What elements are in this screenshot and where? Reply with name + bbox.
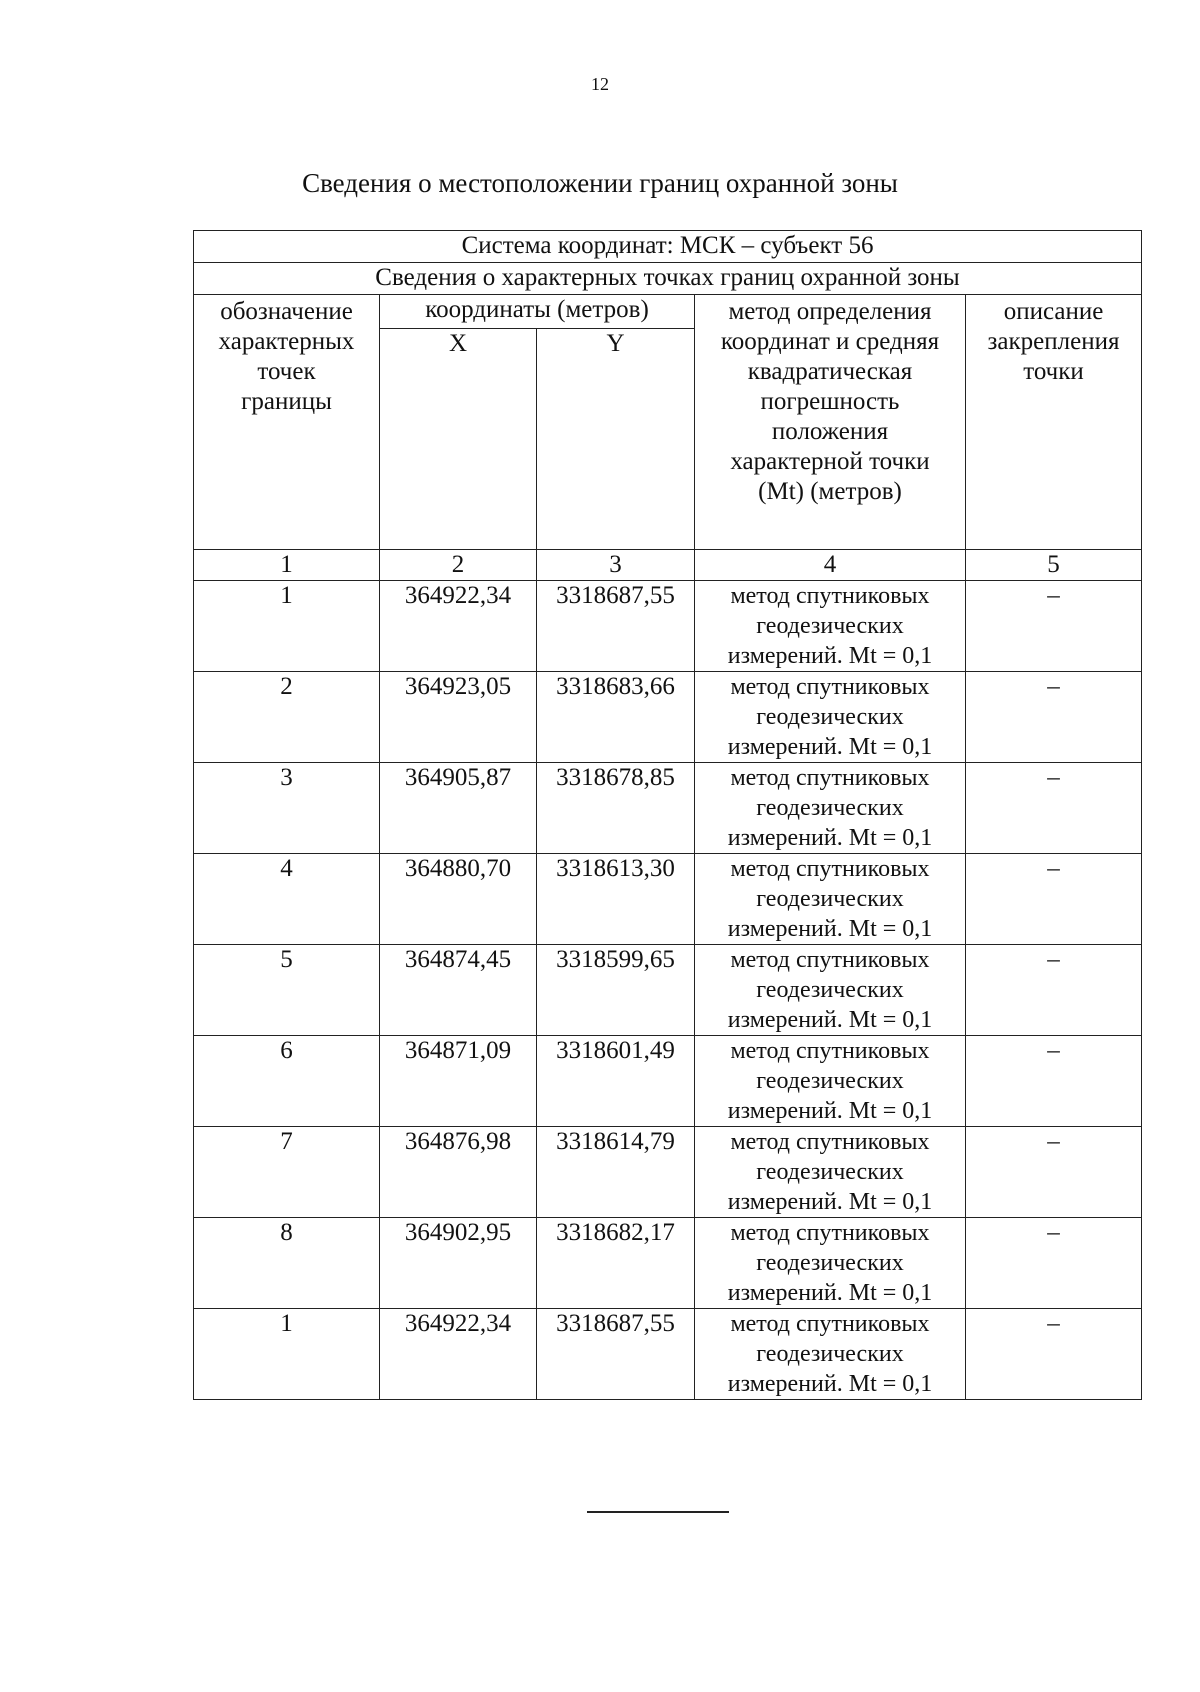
page-number: 12 <box>591 74 609 94</box>
coordinate-system-cell: Система координат: МСК – субъект 56 <box>194 231 1142 263</box>
x-coordinate-cell: 364880,70 <box>380 854 537 945</box>
method-line: метод спутниковых <box>730 856 930 882</box>
document-title: Сведения о местоположении границ охранной зоны <box>302 168 898 198</box>
description-cell: – <box>966 1309 1142 1400</box>
description-cell: – <box>966 945 1142 1036</box>
column-number: 1 <box>194 550 380 581</box>
point-number-cell: 8 <box>194 1218 380 1309</box>
method-line: измерений. Mt = 0,1 <box>727 825 933 851</box>
point-number-cell: 5 <box>194 945 380 1036</box>
header-row <box>194 295 1142 329</box>
coordinate-system-row <box>194 231 1142 263</box>
header-coordinates: координаты (метров) <box>380 295 695 329</box>
y-coordinate-cell: 3318614,79 <box>537 1127 695 1218</box>
method-cell <box>695 763 966 854</box>
table-row <box>194 672 1142 763</box>
description-cell: – <box>966 672 1142 763</box>
method-line: метод спутниковых <box>730 1220 930 1246</box>
method-cell <box>695 672 966 763</box>
table-row <box>194 854 1142 945</box>
y-coordinate-cell: 3318683,66 <box>537 672 695 763</box>
method-cell <box>695 945 966 1036</box>
description-cell: – <box>966 1127 1142 1218</box>
method-line: метод спутниковых <box>730 765 930 791</box>
method-line: измерений. Mt = 0,1 <box>727 916 933 942</box>
method-line: измерений. Mt = 0,1 <box>727 1371 933 1397</box>
header-line: (Mt) (метров) <box>758 478 902 505</box>
description-cell: – <box>966 581 1142 672</box>
method-line: геодезических <box>756 795 904 821</box>
x-coordinate-cell: 364905,87 <box>380 763 537 854</box>
method-line: измерений. Mt = 0,1 <box>727 643 933 669</box>
method-line: метод спутниковых <box>730 947 930 973</box>
method-line: метод спутниковых <box>730 583 930 609</box>
table-row <box>194 763 1142 854</box>
header-x: X <box>380 329 537 550</box>
method-line: измерений. Mt = 0,1 <box>727 1189 933 1215</box>
method-line: измерений. Mt = 0,1 <box>727 1098 933 1124</box>
point-number-cell: 7 <box>194 1127 380 1218</box>
y-coordinate-cell: 3318682,17 <box>537 1218 695 1309</box>
description-cell: – <box>966 1218 1142 1309</box>
section-title-row <box>194 263 1142 295</box>
method-cell <box>695 854 966 945</box>
method-line: метод спутниковых <box>730 1311 930 1337</box>
column-number: 3 <box>537 550 695 581</box>
method-line: метод спутниковых <box>730 1038 930 1064</box>
column-number: 4 <box>695 550 966 581</box>
method-line: геодезических <box>756 613 904 639</box>
header-line: закрепления <box>987 328 1120 355</box>
method-line: измерений. Mt = 0,1 <box>727 1007 933 1033</box>
table-row <box>194 945 1142 1036</box>
description-cell: – <box>966 763 1142 854</box>
method-line: измерений. Mt = 0,1 <box>727 734 933 760</box>
point-number-cell: 6 <box>194 1036 380 1127</box>
method-line: геодезических <box>756 886 904 912</box>
description-cell: – <box>966 1036 1142 1127</box>
y-coordinate-cell: 3318599,65 <box>537 945 695 1036</box>
method-line: метод спутниковых <box>730 674 930 700</box>
header-line: характерных <box>218 328 355 355</box>
x-coordinate-cell: 364922,34 <box>380 581 537 672</box>
x-coordinate-cell: 364876,98 <box>380 1127 537 1218</box>
header-line: обозначение <box>220 298 353 325</box>
table-row <box>194 1036 1142 1127</box>
header-line: описание <box>1003 298 1104 325</box>
header-line: координат и средняя <box>720 328 940 355</box>
x-coordinate-cell: 364923,05 <box>380 672 537 763</box>
method-line: метод спутниковых <box>730 1129 930 1155</box>
method-line: геодезических <box>756 1159 904 1185</box>
table-row <box>194 1218 1142 1309</box>
table-row <box>194 1127 1142 1218</box>
header-y: Y <box>537 329 695 550</box>
point-number-cell: 1 <box>194 1309 380 1400</box>
table-row <box>194 1309 1142 1400</box>
header-line: точек <box>257 358 316 385</box>
method-cell <box>695 1309 966 1400</box>
method-line: геодезических <box>756 1341 904 1367</box>
header-method <box>695 295 966 550</box>
column-number: 5 <box>966 550 1142 581</box>
header-point-designation <box>194 295 380 550</box>
method-line: измерений. Mt = 0,1 <box>727 1280 933 1306</box>
method-line: геодезических <box>756 977 904 1003</box>
header-line: погрешность <box>760 388 900 415</box>
y-coordinate-cell: 3318678,85 <box>537 763 695 854</box>
column-number: 2 <box>380 550 537 581</box>
header-line: метод определения <box>728 298 932 325</box>
x-coordinate-cell: 364874,45 <box>380 945 537 1036</box>
x-coordinate-cell: 364871,09 <box>380 1036 537 1127</box>
table-row <box>194 581 1142 672</box>
header-line: положения <box>771 418 889 445</box>
method-line: геодезических <box>756 1068 904 1094</box>
header-description <box>966 295 1142 550</box>
point-number-cell: 1 <box>194 581 380 672</box>
end-divider <box>587 1511 729 1513</box>
header-line: границы <box>241 388 332 415</box>
y-coordinate-cell: 3318601,49 <box>537 1036 695 1127</box>
method-line: геодезических <box>756 1250 904 1276</box>
point-number-cell: 3 <box>194 763 380 854</box>
header-line: точки <box>1023 358 1084 385</box>
point-number-cell: 4 <box>194 854 380 945</box>
method-cell <box>695 1218 966 1309</box>
description-cell: – <box>966 854 1142 945</box>
method-cell <box>695 1036 966 1127</box>
method-cell <box>695 1127 966 1218</box>
section-title-cell: Сведения о характерных точках границ охранной зоны <box>194 263 1142 295</box>
point-number-cell: 2 <box>194 672 380 763</box>
method-cell <box>695 581 966 672</box>
y-coordinate-cell: 3318687,55 <box>537 581 695 672</box>
x-coordinate-cell: 364902,95 <box>380 1218 537 1309</box>
header-line: квадратическая <box>747 358 913 385</box>
column-numbers-row <box>194 550 1142 581</box>
y-coordinate-cell: 3318613,30 <box>537 854 695 945</box>
method-line: геодезических <box>756 704 904 730</box>
header-line: характерной точки <box>730 448 930 475</box>
boundary-points-table <box>193 230 1142 1400</box>
y-coordinate-cell: 3318687,55 <box>537 1309 695 1400</box>
x-coordinate-cell: 364922,34 <box>380 1309 537 1400</box>
